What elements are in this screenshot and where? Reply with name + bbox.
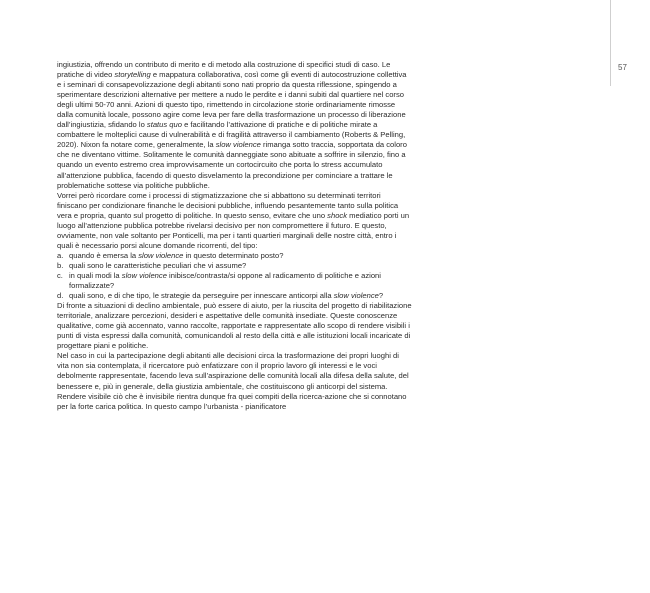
text-run: quando è emersa la [69, 250, 139, 260]
text-run: ? [378, 291, 384, 301]
question-text [69, 261, 412, 271]
paragraph [57, 191, 412, 251]
italic-term: slow violence [121, 270, 167, 280]
paragraph [57, 60, 412, 191]
italic-term: slow violence [138, 250, 184, 260]
paragraph [57, 351, 412, 391]
text-run: inibisce/contrasta/si oppone al radicamento di politiche e azioni formalizzate? [69, 270, 381, 291]
question-item [57, 291, 412, 301]
question-marker: d. [57, 291, 64, 301]
text-run: Nel caso in cui la partecipazione degli abitanti alle decisioni circa la trasformazione dei propri luoghi di vita non sia contemplata, il ricercatore può enfatizzare con il proprio lavoro gli interessi e le voci debolmente rappresentate, facendo leva sull’aspirazione delle comunità locali alla difesa della salute, del benessere e, più in generale, della giustizia ambientale, che costituiscono gli anticorpi del sistema. [57, 351, 409, 391]
text-run: Rendere visibile ciò che è invisibile rientra dunque fra quei compiti della ricerca-azione che si connotano per la forte carica politica. In questo campo l’urbanista - pianificatore [57, 391, 407, 411]
text-run: quali sono le caratteristiche peculiari che vi assume? [69, 260, 247, 270]
italic-term: slow violence [333, 291, 379, 301]
italic-term: shock [327, 210, 348, 220]
intro-paragraphs [57, 60, 412, 251]
question-marker: c. [57, 270, 63, 280]
question-marker: b. [57, 260, 64, 270]
body-text [57, 60, 412, 412]
question-list [57, 251, 412, 301]
paragraph [57, 392, 412, 412]
gutter-rule [610, 0, 611, 86]
text-run: in questo determinato posto? [183, 250, 284, 260]
closing-paragraphs [57, 301, 412, 412]
question-text [69, 271, 412, 291]
text-run: Vorrei però ricordare come i processi di stigmatizzazione che si abbattono su determinati territori finiscano per condizionare finanche le decisioni pubbliche, influendo pesantemente tanto sulla politica vera e propria, quanto sul progetto di politiche. In questo senso, evitare che uno [57, 190, 399, 220]
italic-term: status quo [146, 120, 182, 130]
text-run: rimanga sotto traccia, sopportata da coloro che ne diventano vittime. Solitamente le comunità danneggiate sono abituate a soffrire in silenzio, fino a quando un evento estremo crea improvvisamente un cortocircuito che porta lo stress accumulato all’attenzione pubblica, facendo di questo disvelamento la precondizione per cominciare a trattare le problematiche sottese via politiche pubbliche. [57, 140, 407, 190]
question-item [57, 251, 412, 261]
italic-term: storytelling [114, 70, 151, 80]
text-run: ingiustizia, offrendo un contributo di merito e di metodo alla costruzione di specifici studi di caso. Le pratiche di video [57, 60, 391, 80]
text-run: Di fronte a situazioni di declino ambientale, può essere di aiuto, per la riuscita del progetto di riabilitazione territoriale, analizzare percezioni, desideri e aspettative delle comunità insediate. Queste conoscenze qualitative, come già accennato, vanno raccolte, rapportate e rappresentate allo scopo di rendere visibili i punti di vista espressi dalla comunità, comunicandoli al resto della città e alle istituzioni locali incaricate di progettare piani e politiche. [57, 301, 412, 351]
text-run: e mappatura collaborativa, così come gli eventi di autocostruzione collettiva e i seminari di consapevolizzazione degli abitanti sono nati proprio da questa riflessione, spingendo a sperimentare descrizioni alternative per mettere a nudo le perdite e i danni subiti dal quartiere nel corso degli ultimi 50-70 anni. Azioni di questo tipo, rimettendo in circolazione storie ordinariamente rimosse dalla comunità locale, possono agire come leva per fare della trasformazione un processo di liberazione dall’ingiustizia, sfidando lo [57, 70, 407, 130]
paragraph [57, 301, 412, 351]
question-item [57, 271, 412, 291]
question-marker: a. [57, 250, 64, 260]
text-run: e facilitando l’attivazione di pratiche e di politiche mirate a combattere le molteplici cause di vulnerabilità e di fragilità attraverso il cambiamento (Roberts & Pelling, 2020). Nixon fa notare come, generalmente, la [57, 120, 406, 150]
question-item [57, 261, 412, 271]
text-run: in quali modi la [69, 270, 122, 280]
text-run: quali sono, e di che tipo, le strategie da perseguire per innescare anticorpi alla [69, 291, 334, 301]
italic-term: slow violence [215, 140, 261, 150]
question-text [69, 251, 412, 261]
page-number: 57 [618, 63, 627, 72]
text-run: mediatico porti un luogo all’attenzione pubblica potrebbe rivelarsi decisivo per non compromettere il futuro. E questo, ovviamente, non vale soltanto per Ponticelli, ma per i tanti quartieri marginali delle nostre città, entro i quali è necessario porsi alcune domande ricorrenti, del tipo: [57, 210, 410, 250]
question-text [69, 291, 412, 301]
